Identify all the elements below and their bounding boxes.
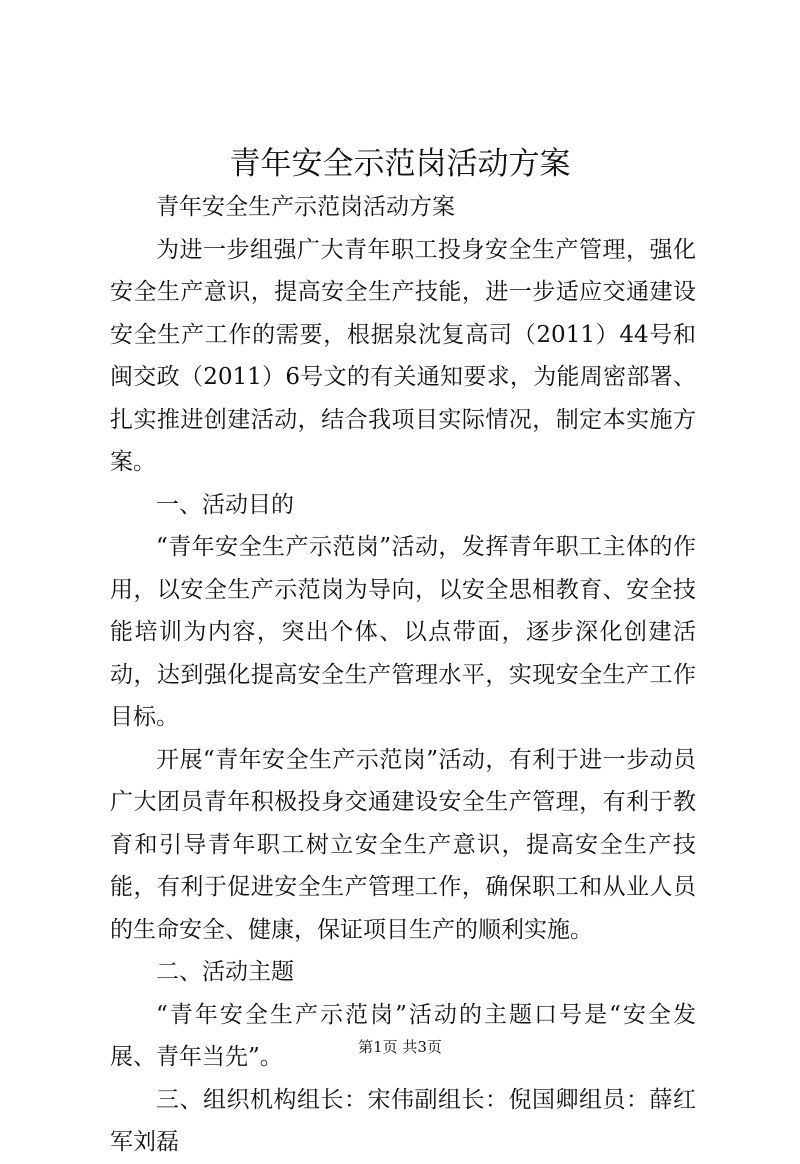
document-body <box>110 186 696 1164</box>
significance-paragraph: 开展“青年安全生产示范岗”活动，有利于进一步动员广大团员青年积极投身交通建设安全生产管理，有利于教育和引导青年职工树立安全生产意识，提高安全生产技能，有利于促进安全生产管理工作，确保职工和从业人员的生命安全、健康，保证项目生产的顺利实施。 <box>110 746 696 943</box>
organization-paragraph: 三、组织机构组长：宋伟副组长：倪国卿组员：薛红军刘磊 <box>110 1086 696 1155</box>
section-heading-purpose: 一、活动目的 <box>156 491 294 518</box>
subtitle-paragraph: 青年安全生产示范岗活动方案 <box>156 194 455 220</box>
intro-paragraph: 为进一步组强广大青年职工投身安全生产管理，强化安全生产意识，提高安全生产技能，进一步适应交通建设安全生产工作的需要，根据泉沈复高司（2011）44号和闽交政（2011）6号文的有关通知要求，为能周密部署、扎实推进创建活动，结合我项目实际情况，制定本实施方案。 <box>110 236 696 475</box>
page-number-footer: 第1页 共3页 <box>358 1038 442 1056</box>
document-title: 青年安全示范岗活动方案 <box>229 146 571 182</box>
theme-paragraph: “青年安全生产示范岗”活动的主题口号是“安全发展、青年当先”。 <box>110 1001 696 1070</box>
section-heading-theme: 二、活动主题 <box>156 959 294 985</box>
purpose-paragraph: “青年安全生产示范岗”活动，发挥青年职工主体的作用，以安全生产示范岗为导向，以安全思相教育、安全技能培训为内容，突出个体、以点带面，逐步深化创建活动，达到强化提高安全生产管理水平，实现安全生产工作目标。 <box>110 534 696 730</box>
